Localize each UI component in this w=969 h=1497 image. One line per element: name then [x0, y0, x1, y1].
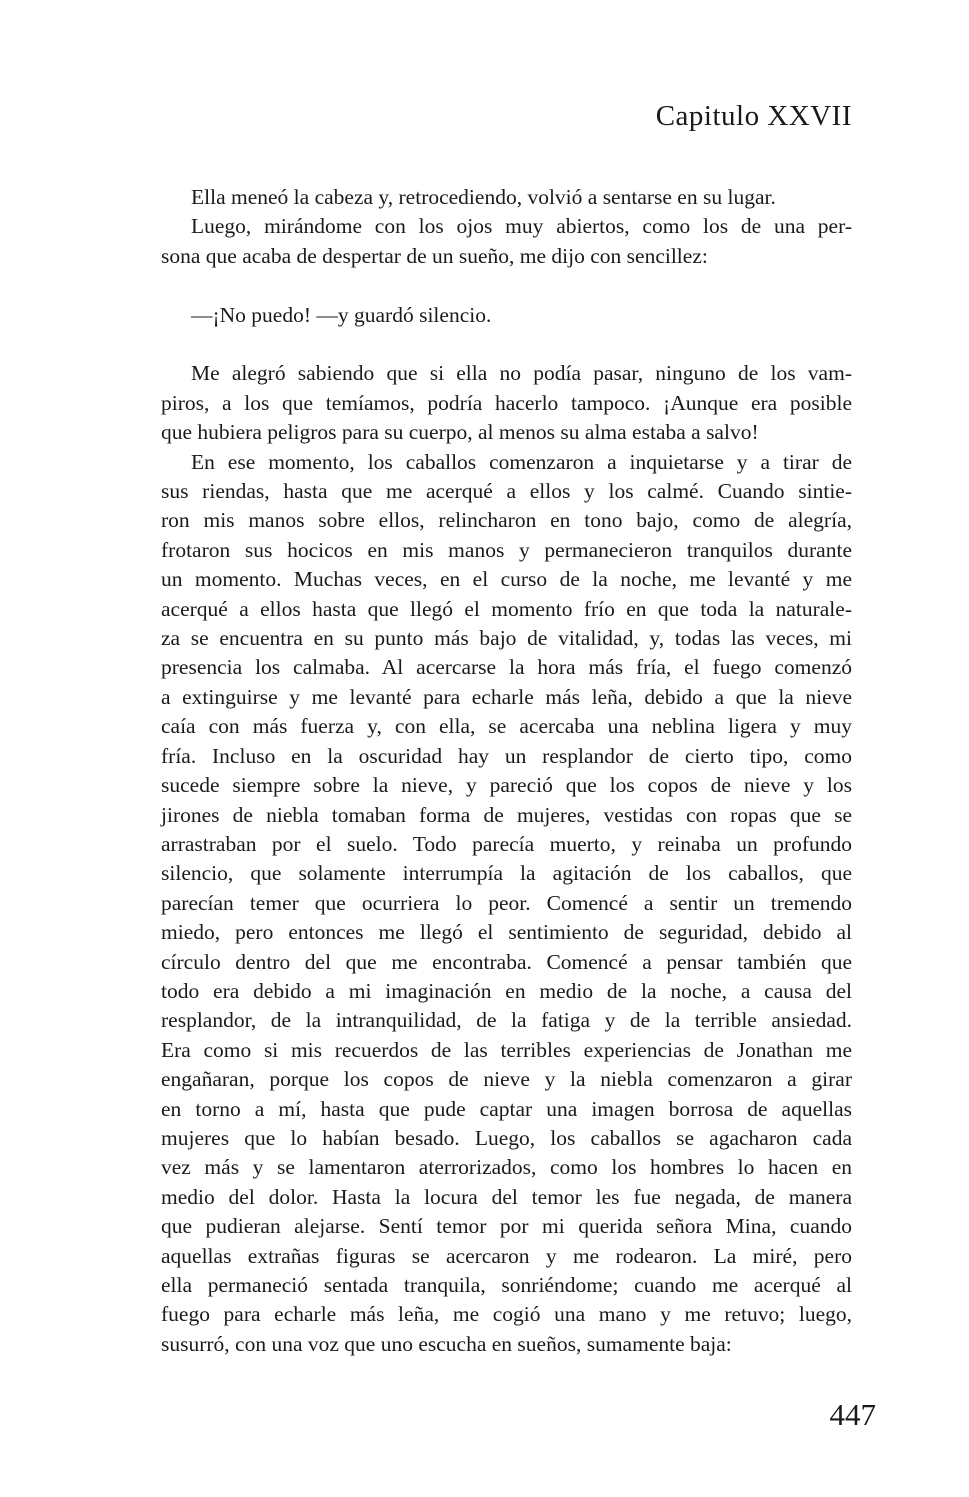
paragraph-line: medio del dolor. Hasta la locura del temor les fue negada, de manera — [161, 1184, 852, 1209]
paragraph-line: parecían temer que ocurriera lo peor. Comencé a sentir un tremendo — [161, 890, 852, 915]
paragraph-line: susurró, con una voz que uno escucha en sueños, sumamente baja: — [161, 1331, 732, 1356]
paragraph-line: aquellas extrañas figuras se acercaron y me rodearon. La miré, pero — [161, 1243, 852, 1268]
paragraph-line: que hubiera peligros para su cuerpo, al menos su alma estaba a salvo! — [161, 420, 759, 445]
paragraph-line: ron mis manos sobre ellos, relincharon en tono bajo, como de alegría, — [161, 508, 852, 533]
paragraph-line: piros, a los que temíamos, podría hacerlo tampoco. ¡Aunque era posible — [161, 390, 852, 415]
paragraph-line: un momento. Muchas veces, en el curso de la noche, me levanté y me — [161, 567, 852, 592]
paragraph-line: a extinguirse y me levanté para echarle más leña, debido a que la nieve — [161, 684, 852, 709]
paragraph-line: presencia los calmaba. Al acercarse la hora más fría, el fuego comenzó — [161, 655, 852, 680]
paragraph-line: Era como si mis recuerdos de las terribles experiencias de Jonathan me — [161, 1037, 852, 1062]
paragraph-line: za se encuentra en su punto más bajo de vitalidad, y, todas las veces, mi — [161, 626, 852, 651]
paragraph-line: mujeres que lo habían besado. Luego, los caballos se agacharon cada — [161, 1125, 852, 1150]
paragraph-line: resplandor, de la intranquilidad, de la fatiga y de la terrible ansiedad. — [161, 1008, 852, 1033]
paragraph-line: En ese momento, los caballos comenzaron a inquietarse y a tirar de — [191, 449, 852, 474]
chapter-title: Capitulo XXVII — [655, 100, 852, 132]
paragraph-line: sona que acaba de despertar de un sueño, me dijo con sencillez: — [161, 243, 708, 268]
page-number: 447 — [829, 1397, 876, 1432]
paragraph-line: sus riendas, hasta que me acerqué a ellos y los calmé. Cuando sintie- — [161, 479, 852, 504]
paragraph-line: todo era debido a mi imaginación en medio de la noche, a causa del — [161, 978, 852, 1003]
paragraph-line: vez más y se lamentaron aterrorizados, como los hombres lo hacen en — [161, 1155, 852, 1180]
paragraph-line: círculo dentro del que me encontraba. Comencé a pensar también que — [161, 949, 852, 974]
paragraph-line: Luego, mirándome con los ojos muy abiertos, como los de una per- — [191, 214, 852, 239]
paragraph-line: frotaron sus hocicos en mis manos y permanecieron tranquilos durante — [161, 537, 852, 562]
paragraph-line: que pudieran alejarse. Sentí temor por mi querida señora Mina, cuando — [161, 1214, 852, 1239]
paragraph-line: Me alegró sabiendo que si ella no podía pasar, ninguno de los vam- — [191, 361, 852, 386]
paragraph-line: fría. Incluso en la oscuridad hay un resplandor de cierto tipo, como — [161, 743, 852, 768]
dialogue-line: —¡No puedo! —y guardó silencio. — [191, 302, 492, 327]
paragraph-line: fuego para echarle más leña, me cogió una mano y me retuvo; luego, — [161, 1302, 852, 1327]
paragraph-line: sucede siempre sobre la nieve, y pareció que los copos de nieve y los — [161, 773, 852, 798]
paragraph-line: engañaran, porque los copos de nieve y la niebla comenzaron a girar — [161, 1067, 852, 1092]
paragraph-gap — [161, 330, 852, 359]
paragraph-gap — [161, 271, 852, 300]
paragraph-line: en torno a mí, hasta que pude captar una imagen borrosa de aquellas — [161, 1096, 852, 1121]
paragraph-line: acerqué a ellos hasta que llegó el momento frío en que toda la naturale- — [161, 596, 852, 621]
paragraph-line: miedo, pero entonces me llegó el sentimiento de seguridad, debido al — [161, 920, 852, 945]
paragraph-line: arrastraban por el suelo. Todo parecía muerto, y reinaba un profundo — [161, 831, 852, 856]
paragraph-line: jirones de niebla tomaban forma de mujeres, vestidas con ropas que se — [161, 802, 852, 827]
body-text — [161, 183, 852, 1359]
paragraph-line: silencio, que solamente interrumpía la agitación de los caballos, que — [161, 861, 852, 886]
paragraph-line: caía con más fuerza y, con ella, se acercaba una neblina ligera y muy — [161, 714, 852, 739]
paragraph-line: ella permaneció sentada tranquila, sonriéndome; cuando me acerqué al — [161, 1273, 852, 1297]
paragraph-line: Ella meneó la cabeza y, retrocediendo, volvió a sentarse en su lugar. — [191, 185, 776, 209]
